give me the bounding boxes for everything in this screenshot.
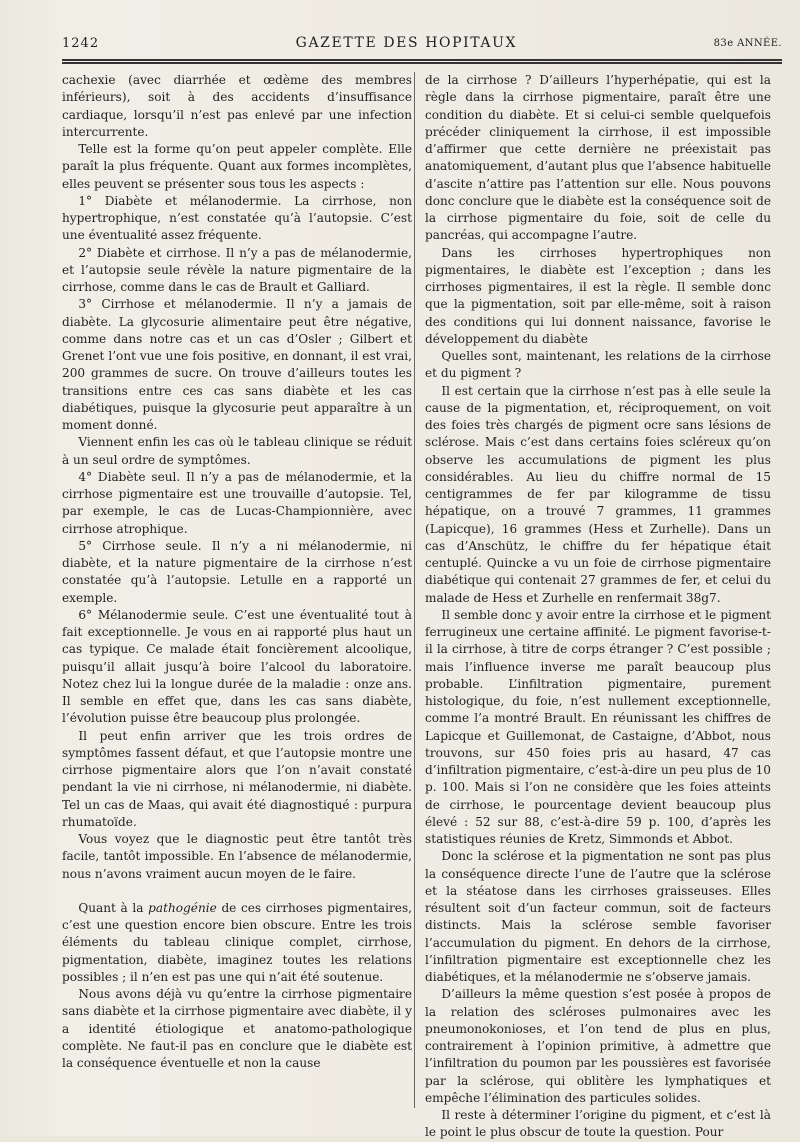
paragraph: 1° Diabète et mélanodermie. La cirrhose, non hypertrophique, n’est constatée qu’à l’autopsie. C’est une éventualité assez fréquente.: [62, 193, 412, 243]
journal-title: GAZETTE DES HOPITAUX: [295, 35, 518, 51]
pathogenie-text: de ces cirrhoses pigmentaires, c’est une question encore bien obscure. Entre les trois éléments du tableau clinique complet, cirrhose, pigmentation, diabète, imaginez toutes les relations possibles ; il n’en est pas une qui n’ait été soutenue.: [62, 900, 412, 984]
paragraph: Vous voyez que le diagnostic peut être tantôt très facile, tantôt impossible. En l’absence de mélanodermie, nous n’avons vraiment aucun moyen de le faire.: [62, 832, 412, 881]
pathogenie-prefix: Quant à la: [78, 900, 149, 915]
paragraph: cachexie (avec diarrhée et œdème des membres inférieurs), soit à des accidents d’insuffisance cardiaque, lorsqu’il n’est pas enlevé par une infection intercurrente.: [62, 73, 412, 139]
issue-label: 83e ANNÉE.: [713, 37, 782, 49]
page-header: [62, 32, 782, 54]
right-column: [425, 72, 771, 1142]
pathogenie-keyword: pathogénie: [148, 900, 217, 915]
paragraph: Telle est la forme qu’on peut appeler complète. Elle paraît la plus fréquente. Quant aux formes incomplètes, elles peuvent se présenter sous tous les aspects :: [62, 142, 412, 191]
pathogenie-paragraph: [62, 900, 412, 986]
paragraph: 4° Diabète seul. Il n’y a pas de mélanodermie, et la cirrhose pigmentaire est une trouvaille d’autopsie. Tel, par exemple, le cas de Lucas-Championnière, avec cirrhose atrophique.: [62, 469, 412, 536]
paragraph: 5° Cirrhose seule. Il n’y a ni mélanodermie, ni diabète, et la nature pigmentaire de la cirrhose n’est constatée qu’à l’autopsie. Letulle en a rapporté un exemple.: [62, 538, 412, 605]
column-separator: [414, 72, 415, 1108]
header-rule: [62, 59, 782, 61]
paragraph: 3° Cirrhose et mélanodermie. Il n’y a jamais de diabète. La glycosurie alimentaire peut être négative, comme dans notre cas et un cas d’Osler ; Gilbert et Grenet l’ont vue une fois positive, en donnant, il est vrai, 200 grammes de sucre. On trouve d’ailleurs toutes les transitions entre ces cas sans diabète et les cas diabétiques, puisque la glycosurie peut apparaître à un moment donné.: [62, 297, 412, 432]
paragraph: D’ailleurs la même question s’est posée à propos de la relation des scléroses pulmonaires avec les pneumonokonioses, et l’on tend de plus en plus, contrairement à l’opinion primitive, à admettre que l’infiltration du poumon par les poussières est favorisée par la sclérose, qui oblitère les lymphatiques et empêche l’élimination des particules solides.: [425, 987, 771, 1105]
paragraph: Il peut enfin arriver que les trois ordres de symptômes fassent défaut, et que l’autopsie montre une cirrhose pigmentaire alors que l’on n’avait constaté pendant la vie ni cirrhose, ni mélanodermie, ni diabète. Tel un cas de Maas, qui avait été diagnostiqué : purpura rhumatoïde.: [62, 728, 412, 829]
left-column: [62, 72, 412, 1072]
paragraph: Il reste à déterminer l’origine du pigment, et c’est là le point le plus obscur de toute la question. Pour: [425, 1108, 771, 1140]
paragraph: Donc la sclérose et la pigmentation ne sont pas plus la conséquence directe l’une de l’autre que la sclérose et la stéatose dans les cirrhoses graisseuses. Elles résultent soit d’un facteur commun, soit de facteurs distincts. Mais la sclérose semble favoriser l’accumulation du pigment. En dehors de la cirrhose, l’infiltration pigmentaire est exceptionnelle chez les diabétiques, et la mélanodermie ne s’observe jamais.: [425, 849, 771, 984]
paragraph: Il est certain que la cirrhose n’est pas à elle seule la cause de la pigmentation, et, réciproquement, on voit des foies très chargés de pigment ocre sans lésions de sclérose. Mais c’est dans certains foies scléreux qu’on observe les accumulations de pigment les plus considérables. Au lieu du chiffre normal de 15 centigrammes de fer par kilogramme de tissu hépatique, on a trouvé 7 grammes, 11 grammes (Lapicque), 16 grammes (Hess et Zurhelle). Dans un cas d’Anschütz, le chiffre du fer hépatique était centuplé. Quincke a vu un foie de cirrhose pigmentaire diabétique qui contenait 27 grammes de fer, et celui du malade de Hess et Zurhelle en renfermait 38g7.: [425, 383, 771, 605]
paragraph: Quelles sont, maintenant, les relations de la cirrhose et du pigment ?: [425, 349, 771, 381]
header-rule-second: [62, 62, 782, 64]
paragraph: Il semble donc y avoir entre la cirrhose et le pigment ferrugineux une certaine affinité. Le pigment favorise-t-il la cirrhose, à titre de corps étranger ? C’est possible ; mais l’influence inverse me paraît beaucoup plus probable. L’infiltration pigmentaire, purement histologique, du foie, n’est nullement exceptionnelle, comme l’a montré Brault. En réunissant les chiffres de Lapicque et Guillemonat, de Castaigne, d’Abbot, nous trouvons, sur 450 foies pris au hasard, 47 cas d’infiltration pigmentaire, c’est-à-dire un peu plus de 10 p. 100. Mais si l’on ne considère que les foies atteints de cirrhose, le pourcentage devient beaucoup plus élevé : 52 sur 88, c’est-à-dire 59 p. 100, d’après les statistiques réunies de Kretz, Simmonds et Abbot.: [425, 607, 771, 846]
paragraph: de la cirrhose ? D’ailleurs l’hyperhépatie, qui est la règle dans la cirrhose pigmentaire, paraît être une condition du diabète. Et si celui-ci semble quelquefois précéder cliniquement la cirrhose, il est impossible d’affirmer que cette dernière ne préexistait pas anatomiquement, d’autant plus que l’absence habituelle d’ascite n’attire pas l’attention sur elle. Nous pouvons donc conclure que le diabète est la conséquence soit de la cirrhose pigmentaire du foie, soit de celle du pancréas, qui accompagne l’autre.: [425, 73, 771, 243]
paragraph: 2° Diabète et cirrhose. Il n’y a pas de mélanodermie, et l’autopsie seule révèle la nature pigmentaire de la cirrhose, comme dans le cas de Brault et Galliard.: [62, 245, 412, 294]
paragraph: Nous avons déjà vu qu’entre la cirrhose pigmentaire sans diabète et la cirrhose pigmentaire avec diabète, il y a identité étiologique et anatomo-pathologique complète. Ne faut-il pas en conclure que le diabète est la conséquence éventuelle et non la cause: [62, 987, 412, 1070]
page-number: 1242: [62, 35, 100, 51]
paragraph: 6° Mélanodermie seule. C’est une éventualité tout à fait exceptionnelle. Je vous en ai rapporté plus haut un cas typique. Ce malade était foncièrement alcoolique, puisqu’il allait jusqu’à boire l’alcool du laboratoire. Notez chez lui la longue durée de la maladie : onze ans. Il semble en effet que, dans les cas sans diabète, l’évolution puisse être beaucoup plus prolongée.: [62, 607, 412, 726]
paragraph: Viennent enfin les cas où le tableau clinique se réduit à un seul ordre de symptômes.: [62, 435, 412, 467]
paragraph: Dans les cirrhoses hypertrophiques non pigmentaires, le diabète est l’exception ; dans les cirrhoses pigmentaires, il est la règle. Il semble donc que la pigmentation, soit par elle-même, soit à raison des conditions qui lui donnent naissance, favorise le développement du diabète: [425, 245, 771, 346]
